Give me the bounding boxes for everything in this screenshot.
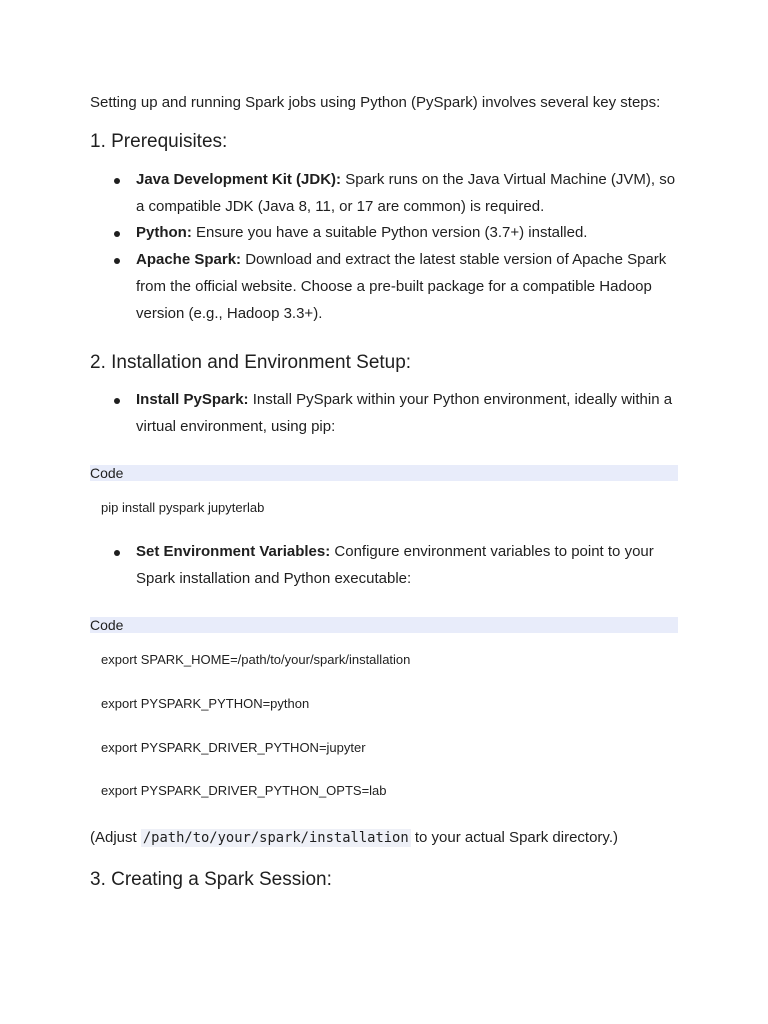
adjust-note (90, 827, 618, 849)
list-item-text: Spark runs on the Java Virtual Machine (JVM), so a compatible JDK (Java 8, 11, or 17 are common) is required. (136, 171, 676, 215)
adjust-note-prefix: (Adjust (90, 829, 141, 846)
intro-paragraph: Setting up and running Spark jobs using Python (PySpark) involves several key steps: (90, 94, 661, 111)
adjust-note-suffix: to your actual Spark directory.) (410, 829, 618, 846)
list-item-text: Download and extract the latest stable version of Apache Spark from the official website. Choose a pre-built package for a compatible Hadoop version (e.g., Hadoop 3.3+). (136, 251, 667, 322)
code-line: pip install pyspark jupyterlab (101, 500, 265, 515)
bullet-icon (114, 178, 120, 184)
code-block-label: Code (90, 617, 678, 633)
prerequisites-list (90, 167, 678, 327)
list-item-label: Java Development Kit (JDK): (136, 171, 342, 188)
list-item-install-pyspark (90, 387, 678, 440)
list-item-label: Apache Spark: (136, 251, 242, 269)
bullet-icon (114, 258, 120, 264)
list-item-label: Python: (136, 224, 192, 242)
list-item-label: Install PySpark: (136, 391, 249, 408)
code-line: export PYSPARK_DRIVER_PYTHON=jupyter (101, 740, 366, 755)
code-line: export PYSPARK_DRIVER_PYTHON_OPTS=lab (101, 783, 387, 798)
list-item-text: Ensure you have a suitable Python version (3.7+) installed. (196, 224, 588, 242)
bullet-icon (114, 398, 120, 404)
bullet-icon (114, 550, 120, 556)
section-heading-installation: 2. Installation and Environment Setup: (90, 352, 412, 373)
bullet-icon (114, 231, 120, 237)
inline-code-path: /path/to/your/spark/installation (142, 830, 409, 846)
list-item-jdk (90, 167, 678, 220)
code-line: export SPARK_HOME=/path/to/your/spark/installation (101, 652, 411, 667)
list-item-python (90, 220, 678, 247)
environment-list (90, 539, 678, 592)
code-line: export PYSPARK_PYTHON=python (101, 696, 310, 711)
list-item-text: Configure environment variables to point to your Spark installation and Python executable: (136, 543, 654, 587)
code-block-label: Code (90, 465, 678, 481)
section-heading-prerequisites: 1. Prerequisites: (90, 131, 228, 152)
list-item-text: Install PySpark within your Python environment, ideally within a virtual environment, using pip: (136, 391, 673, 435)
installation-list (90, 387, 678, 440)
section-heading-spark-session: 3. Creating a Spark Session: (90, 869, 332, 890)
list-item-apache-spark (90, 247, 678, 327)
list-item-label: Set Environment Variables: (136, 543, 331, 560)
list-item-set-env-vars (90, 539, 678, 592)
